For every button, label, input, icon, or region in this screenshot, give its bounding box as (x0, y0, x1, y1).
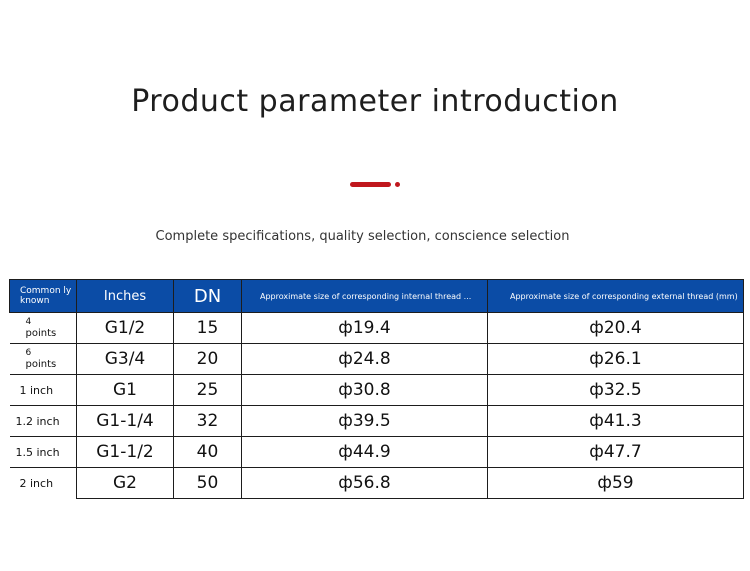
cell-inches: G1 (77, 375, 174, 406)
header-inches: Inches (77, 280, 174, 313)
cell-external: ф26.1 (488, 344, 744, 375)
cell-inches: G1-1/4 (77, 406, 174, 437)
table-row (10, 437, 744, 468)
cell-common-number: 4 (25, 317, 32, 327)
cell-internal: ф19.4 (242, 313, 488, 344)
cell-inches: G2 (77, 468, 174, 499)
cell-inches: G1/2 (77, 313, 174, 344)
cell-dn: 40 (174, 437, 242, 468)
table-header-row (10, 280, 744, 313)
cell-common: 1 inch (10, 375, 77, 406)
cell-dn: 25 (174, 375, 242, 406)
table-row (10, 468, 744, 499)
cell-dn: 50 (174, 468, 242, 499)
parameter-table (9, 279, 744, 499)
cell-common-unit: points (25, 359, 57, 370)
cell-common: 1.5 inch (10, 437, 77, 468)
cell-dn: 20 (174, 344, 242, 375)
cell-internal: ф56.8 (242, 468, 488, 499)
cell-internal: ф44.9 (242, 437, 488, 468)
cell-external: ф59 (488, 468, 744, 499)
cell-common-unit: points (25, 328, 57, 339)
page-subtitle: Complete specifications, quality selection, conscience selection (155, 229, 570, 244)
table-row (10, 406, 744, 437)
cell-dn: 32 (174, 406, 242, 437)
cell-external: ф32.5 (488, 375, 744, 406)
cell-common: 2 inch (10, 468, 77, 499)
divider-dot (395, 182, 400, 187)
cell-inches: G1-1/2 (77, 437, 174, 468)
divider-bar (350, 182, 391, 187)
cell-internal: ф30.8 (242, 375, 488, 406)
header-common: Common ly known (10, 280, 77, 313)
cell-external: ф20.4 (488, 313, 744, 344)
title-divider (350, 182, 402, 188)
cell-internal: ф39.5 (242, 406, 488, 437)
table-row (10, 313, 744, 344)
table-row (10, 375, 744, 406)
header-dn: DN (174, 280, 242, 313)
cell-external: ф41.3 (488, 406, 744, 437)
cell-external: ф47.7 (488, 437, 744, 468)
page-title: Product parameter introduction (131, 84, 619, 119)
cell-common-number: 6 (25, 348, 32, 358)
cell-common (10, 344, 77, 375)
header-external-thread: Approximate size of corresponding external thread (mm) (488, 280, 744, 313)
cell-dn: 15 (174, 313, 242, 344)
cell-internal: ф24.8 (242, 344, 488, 375)
cell-inches: G3/4 (77, 344, 174, 375)
cell-common: 1.2 inch (10, 406, 77, 437)
table-row (10, 344, 744, 375)
header-internal-thread: Approximate size of corresponding internal thread ... (242, 280, 488, 313)
cell-common (10, 313, 77, 344)
